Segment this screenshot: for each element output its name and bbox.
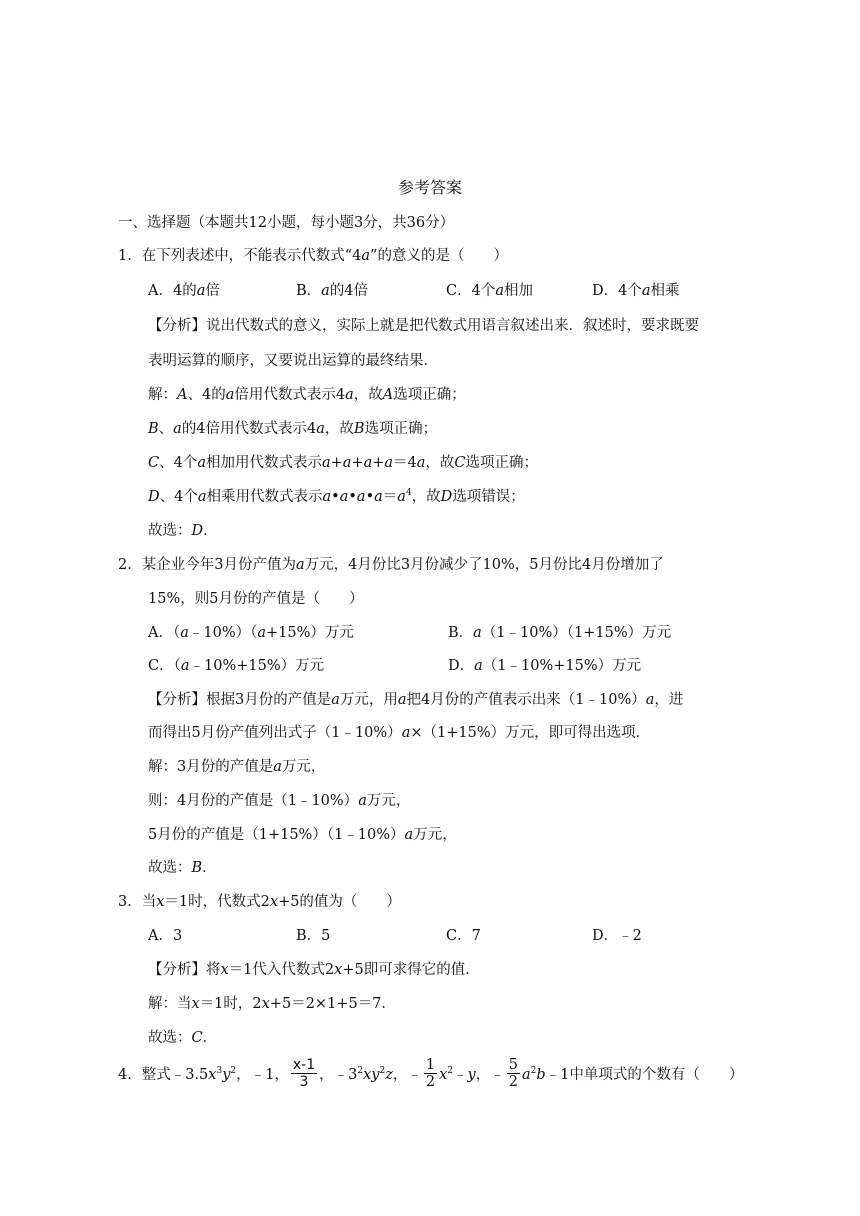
q1-analysis-line-2: 表明运算的顺序，又要说出运算的最终结果．: [148, 353, 438, 369]
question-4-stem: 4．整式$﹣3.5x^3y^2$，﹣1， $\frac{x-1}{3}$ ，$﹣3^2xy^2z$，﹣ $\frac{1}{2}$ $x^2﹣y$，﹣ $\frac{5}{2}$ $a^2b﹣1$中单项式的个数有（ ）: [118, 1056, 744, 1090]
q2-option-d: D．a（1﹣10%+15%）万元: [448, 658, 642, 674]
q2-analysis-line-1: 【分析】根据3月份的产值是a万元，用a把4月份的产值表示出来（1﹣10%）a，进: [148, 692, 684, 708]
q1-option-c: C．4个a相加: [446, 283, 533, 299]
q3-solution: 解：当x＝1时，2x+5＝2×1+5＝7．: [148, 996, 396, 1012]
q2-solution-line-1: 解：3月份的产值是a万元，: [148, 759, 326, 775]
q3-answer: 故选：C．: [148, 1030, 218, 1046]
q1-answer: 故选：D．: [148, 523, 218, 539]
q1-option-d: D．4个a相乘: [592, 283, 680, 299]
question-1-stem: 1．在下列表述中，不能表示代数式“4a”的意义的是（ ）: [118, 248, 508, 264]
q3-option-b: B．5: [296, 928, 331, 944]
q2-answer: 故选：B．: [148, 860, 217, 876]
q3-analysis: 【分析】将x＝1代入代数式2x+5即可求得它的值．: [148, 962, 480, 978]
q2-option-b: B．a（1﹣10%）（1+15%）万元: [448, 625, 672, 641]
question-2-stem-line-2: 15%，则5月份的产值是（ ）: [148, 591, 364, 607]
q1-option-b: B．a的4倍: [296, 283, 369, 299]
q1-solution-b: B、a的4倍用代数式表示4a，故B选项正确；: [148, 421, 438, 437]
section-heading: 一、选择题（本题共12小题，每小题3分，共36分）: [118, 215, 455, 231]
q2-solution-line-3: 5月份的产值是（1+15%）（1﹣10%）a万元，: [148, 827, 457, 843]
q1-analysis-line-1: 【分析】说出代数式的意义，实际上就是把代数式用语言叙述出来．叙述时，要求既要: [148, 318, 699, 334]
q2-analysis-line-2: 而得出5月份产值列出式子（1﹣10%）a×（1+15%）万元，即可得出选项．: [148, 725, 651, 741]
q1-option-a: A．4的a倍: [148, 283, 220, 299]
question-2-stem-line-1: 2．某企业今年3月份产值为a万元，4月份比3月份减少了10%，5月份比4月份增加了: [118, 557, 664, 573]
page-title: 参考答案: [397, 178, 462, 197]
q1-solution-c: C、4个a相加用代数式表示a+a+a+a＝4a，故C选项正确；: [148, 455, 539, 471]
fraction-five-halves: $\frac{5}{2}$: [508, 1056, 518, 1090]
question-3-stem: 3．当x＝1时，代数式2x+5的值为（ ）: [118, 894, 401, 910]
q2-solution-line-2: 则：4月份的产值是（1﹣10%）a万元，: [148, 793, 411, 809]
q3-option-c: C．7: [446, 928, 481, 944]
q2-option-a: A．（a﹣10%）（a+15%）万元: [148, 625, 354, 641]
q1-solution-d: D、4个a相乘用代数式表示$a•a•a•a=a^4$，故D选项错误；: [148, 488, 525, 505]
fraction-x-minus-1-over-3: $\frac{x-1}{3}$: [292, 1056, 316, 1090]
q2-option-c: C．（a﹣10%+15%）万元: [148, 658, 325, 674]
q3-option-a: A．3: [148, 928, 183, 944]
fraction-one-half: $\frac{1}{2}$: [425, 1056, 436, 1090]
q3-option-d: D．﹣2: [592, 928, 642, 944]
q1-solution-a: 解：A、4的a倍用代数式表示4a，故A选项正确；: [148, 387, 466, 403]
